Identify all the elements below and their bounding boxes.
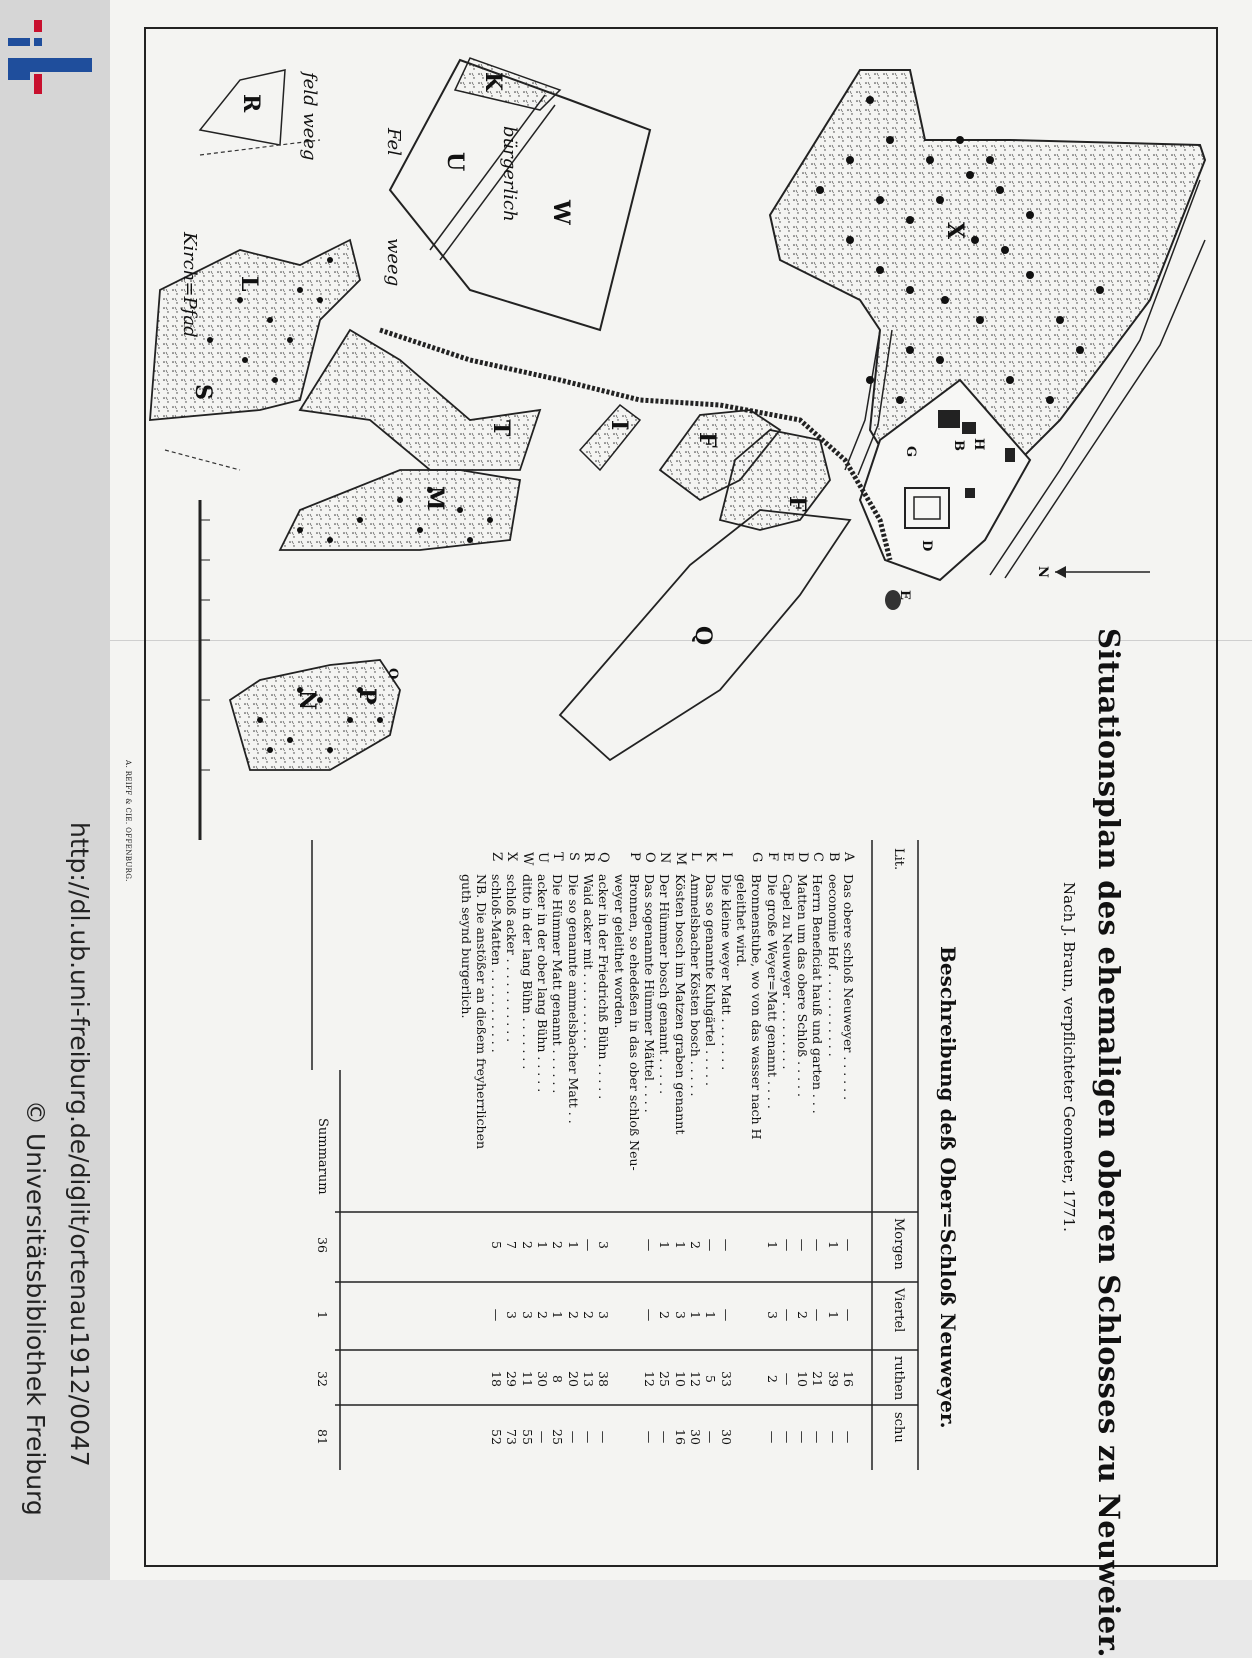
legend-row-viertel: 2 bbox=[795, 1311, 810, 1319]
printer-imprint: A. REIFF & CIE. OFFENBURG. bbox=[124, 760, 132, 882]
legend-row-viertel: — bbox=[719, 1308, 734, 1322]
road-label-burgerlich: bürgerlich bbox=[499, 126, 520, 222]
road-label-weeg: weeg bbox=[383, 238, 404, 287]
legend-row-viertel: — bbox=[841, 1308, 856, 1322]
legend-row-ruthen: 13 bbox=[581, 1371, 596, 1387]
legend-row-lit: X bbox=[504, 852, 519, 862]
legend-row-lit: A bbox=[841, 852, 856, 862]
source-url[interactable]: http://dl.ub.uni-freiburg.de/diglit/ortenau1912/0047 bbox=[65, 822, 94, 1467]
legend-row-ruthen: 18 bbox=[489, 1371, 504, 1387]
legend-row-morgen: 1 bbox=[673, 1241, 688, 1249]
legend-row-desc: Das sogenannte Hümmer Mättel . . . . bbox=[642, 874, 657, 1113]
legend-row-desc: Die kleine weyer Matt . . . . . . . bbox=[719, 874, 734, 1071]
map-label-f2: F bbox=[784, 496, 810, 512]
map-label-r: R bbox=[238, 94, 264, 113]
area-i bbox=[580, 405, 640, 470]
map-label-b: B bbox=[951, 440, 966, 451]
sum-label: Summarum bbox=[315, 1118, 330, 1195]
legend-row-lit: O bbox=[642, 852, 657, 863]
legend-row-desc: Kösten bosch im Matzen graben genannt bbox=[673, 874, 688, 1135]
legend-row-ruthen: 38 bbox=[596, 1371, 611, 1387]
legend-row-morgen: 1 bbox=[566, 1241, 581, 1249]
legend-row-viertel: 1 bbox=[550, 1311, 565, 1319]
legend-row-morgen: — bbox=[703, 1238, 718, 1252]
legend-row-schu: — bbox=[642, 1430, 657, 1444]
legend-row-lit: L bbox=[688, 852, 703, 861]
map-label-i: I bbox=[606, 420, 632, 431]
legend-row-lit: F bbox=[765, 852, 780, 862]
legend-row-morgen: 1 bbox=[657, 1241, 672, 1249]
legend-row-schu: — bbox=[795, 1430, 810, 1444]
legend-row-viertel: 3 bbox=[520, 1311, 535, 1319]
legend-row-viertel: — bbox=[780, 1308, 795, 1322]
legend-row-morgen: 1 bbox=[765, 1241, 780, 1249]
legend-row-lit: M bbox=[673, 852, 688, 866]
road-label-fel: Fel bbox=[383, 128, 404, 156]
legend-row-viertel: 1 bbox=[688, 1311, 703, 1319]
legend-row-lit: G bbox=[749, 852, 764, 863]
map-subtitle: Nach J. Braun, verpflichteter Geometer, 1771. bbox=[1060, 882, 1078, 1232]
legend-row-desc: ditto in der lang Bühn . . . . . . . bbox=[520, 874, 535, 1070]
legend-row-viertel: 2 bbox=[581, 1311, 596, 1319]
legend-row-ruthen: 33 bbox=[719, 1371, 734, 1387]
legend-row-morgen: 7 bbox=[504, 1241, 519, 1249]
legend-title: Beschreibung deß Ober=Schloß Neuweyer. bbox=[936, 946, 960, 1429]
legend-row-ruthen: 8 bbox=[550, 1375, 565, 1383]
legend-row-morgen: — bbox=[810, 1238, 825, 1252]
legend-row-lit: Q bbox=[596, 852, 611, 863]
area-n bbox=[230, 660, 400, 770]
legend-row-desc: Das so genannte Kuhgärtel . . . . . bbox=[703, 874, 718, 1086]
legend-row-ruthen: 20 bbox=[566, 1371, 581, 1387]
header-ruthen: ruthen bbox=[891, 1356, 906, 1401]
legend-row-viertel: 2 bbox=[566, 1311, 581, 1319]
map-label-h: H bbox=[971, 438, 986, 451]
sum-ruthen: 32 bbox=[315, 1371, 330, 1387]
legend-row-morgen: 3 bbox=[596, 1241, 611, 1249]
legend-row-viertel: — bbox=[642, 1308, 657, 1322]
legend-row-desc: Herrn Beneficiat hauß und garten . . . bbox=[810, 874, 825, 1114]
legend-row-desc: geleithet wird. bbox=[734, 874, 749, 967]
legend-row-viertel: 3 bbox=[765, 1311, 780, 1319]
legend-row-desc: Der Hümmer bosch genannt . . . . . bbox=[657, 874, 672, 1095]
legend-row-schu: — bbox=[657, 1430, 672, 1444]
map-label-g: G bbox=[903, 446, 918, 458]
map-label-f1: F bbox=[694, 432, 720, 448]
area-k bbox=[455, 58, 560, 110]
legend-row-lit: I bbox=[719, 852, 734, 858]
legend-row-ruthen: 25 bbox=[657, 1371, 672, 1387]
legend-row-desc: oeconomie Hof . . . . . . . . . . . bbox=[826, 874, 841, 1057]
legend-row-schu: — bbox=[780, 1430, 795, 1444]
legend-row-desc: schloß acker . . . . . . . . . . . bbox=[504, 874, 519, 1043]
legend-row-schu: 73 bbox=[504, 1429, 519, 1445]
legend-row-morgen: — bbox=[581, 1238, 596, 1252]
map-label-n: N bbox=[294, 690, 320, 711]
legend-row-schu: — bbox=[826, 1430, 841, 1444]
legend-row-ruthen: 2 bbox=[765, 1375, 780, 1383]
area-m bbox=[280, 470, 520, 550]
map-label-o: O bbox=[385, 668, 400, 680]
map-label-p: P bbox=[354, 688, 380, 705]
map-label-w: W bbox=[548, 200, 574, 225]
legend-row-lit: U bbox=[535, 852, 550, 863]
legend-row-schu: — bbox=[810, 1430, 825, 1444]
map-label-e: E bbox=[897, 590, 912, 600]
legend-row-desc: Die große Weyer=Matt genannt . . . . bbox=[765, 874, 780, 1109]
legend-row-viertel: — bbox=[489, 1308, 504, 1322]
map-label-k: K bbox=[480, 72, 506, 92]
legend-row-desc: Matten um das obere Schloß . . . . . bbox=[795, 874, 810, 1097]
map-label-x: X bbox=[942, 222, 968, 240]
map-label-d: D bbox=[919, 540, 934, 552]
legend-row-lit: K bbox=[703, 852, 718, 862]
copyright-notice: © Universitätsbibliothek Freiburg bbox=[21, 1100, 50, 1516]
legend-row-viertel: 2 bbox=[535, 1311, 550, 1319]
legend-row-viertel: 1 bbox=[826, 1311, 841, 1319]
map-title: Situationsplan des ehemaligen oberen Schlosses zu Neuweier. bbox=[1092, 628, 1126, 1658]
legend-row-lit: T bbox=[550, 852, 565, 861]
legend-row-morgen: — bbox=[780, 1238, 795, 1252]
legend-row-morgen: 1 bbox=[826, 1241, 841, 1249]
legend-row-lit: B bbox=[826, 852, 841, 862]
legend-row-ruthen: 10 bbox=[795, 1371, 810, 1387]
header-viertel: Viertel bbox=[891, 1288, 906, 1333]
legend-row-schu: — bbox=[703, 1430, 718, 1444]
legend-row-desc: Die so genannte ammelsbacher Matt . . bbox=[566, 874, 581, 1124]
legend-row-desc: Bronnenstube, wo von das wasser nach H bbox=[749, 874, 764, 1140]
legend-row-schu: 52 bbox=[489, 1429, 504, 1445]
legend-row-desc: acker in der ober lang Bühn . . . . . bbox=[535, 874, 550, 1093]
area-t bbox=[300, 330, 540, 470]
legend-row-schu: 30 bbox=[688, 1429, 703, 1445]
legend-row-morgen: — bbox=[841, 1238, 856, 1252]
legend-row-desc: schloß-Matten . . . . . . . . . . . bbox=[489, 874, 504, 1053]
legend-row-schu: — bbox=[535, 1430, 550, 1444]
legend-row-ruthen: 29 bbox=[504, 1371, 519, 1387]
legend-row-lit: E bbox=[780, 852, 795, 862]
legend-row-lit: C bbox=[810, 852, 825, 862]
legend-row-ruthen: 21 bbox=[810, 1371, 825, 1387]
legend-row-ruthen: 30 bbox=[535, 1371, 550, 1387]
map-label-t: T bbox=[488, 420, 514, 437]
legend-row-desc: weyer geleithet worden. bbox=[612, 874, 627, 1029]
legend-row-viertel: 2 bbox=[657, 1311, 672, 1319]
legend-row-ruthen: 16 bbox=[841, 1371, 856, 1387]
legend-row-schu: 25 bbox=[550, 1429, 565, 1445]
map-label-l: L bbox=[236, 276, 262, 292]
map-label-m: M bbox=[422, 486, 448, 511]
legend-row-morgen: — bbox=[795, 1238, 810, 1252]
legend-row-viertel: — bbox=[810, 1308, 825, 1322]
legend-row-morgen: 5 bbox=[489, 1241, 504, 1249]
legend-row-lit: N bbox=[657, 852, 672, 864]
legend-row-ruthen: 10 bbox=[673, 1371, 688, 1387]
legend-row-desc: guth seynd burgerlich. bbox=[459, 874, 474, 1019]
legend-row-morgen: 2 bbox=[550, 1241, 565, 1249]
legend-row-schu: — bbox=[596, 1430, 611, 1444]
legend-row-viertel: 3 bbox=[673, 1311, 688, 1319]
legend-row-morgen: — bbox=[719, 1238, 734, 1252]
legend-row-viertel: 3 bbox=[596, 1311, 611, 1319]
legend-row-desc: acker in der Friedrichß Bühn . . . . . bbox=[596, 874, 611, 1100]
legend-row-schu: 55 bbox=[520, 1429, 535, 1445]
legend-row-desc: Waid acker mit . . . . . . . . . . bbox=[581, 874, 596, 1049]
road-label-feld-weeg: feld weeg bbox=[299, 72, 320, 161]
legend-row-desc: Bronnen, so ehedeßen in das ober schloß Neu- bbox=[627, 874, 642, 1171]
legend-row-ruthen: 39 bbox=[826, 1371, 841, 1387]
legend-row-morgen: 2 bbox=[520, 1241, 535, 1249]
legend-row-morgen: 2 bbox=[688, 1241, 703, 1249]
legend-row-lit: D bbox=[795, 852, 810, 863]
legend-row-ruthen: 11 bbox=[520, 1371, 535, 1387]
legend-row-schu: — bbox=[841, 1430, 856, 1444]
legend-row-schu: 16 bbox=[673, 1429, 688, 1445]
legend-row-schu: — bbox=[765, 1430, 780, 1444]
legend-row-desc: Das obere schloß Neuweyer . . . . . . bbox=[841, 874, 856, 1101]
legend-row-desc: Capel zu Neuweyer . . . . . . . . . bbox=[780, 874, 795, 1070]
legend-row-schu: — bbox=[566, 1430, 581, 1444]
map-label-north: N bbox=[1035, 566, 1050, 578]
legend-row-schu: — bbox=[581, 1430, 596, 1444]
map-label-q: Q bbox=[690, 626, 716, 646]
legend-row-lit: W bbox=[520, 852, 535, 866]
legend-row-schu: 30 bbox=[719, 1429, 734, 1445]
header-schu: schu bbox=[891, 1412, 906, 1443]
road-label-kirch-pfad: Kirch=Pfad bbox=[179, 232, 200, 338]
legend-row-lit: Z bbox=[489, 852, 504, 862]
legend-row-desc: Die Hümmer Matt genannt . . . . . . bbox=[550, 874, 565, 1094]
sum-schu: 81 bbox=[315, 1429, 330, 1445]
legend-row-lit: S bbox=[566, 852, 581, 861]
legend-row-ruthen: 12 bbox=[688, 1371, 703, 1387]
map-label-s: S bbox=[190, 384, 216, 400]
legend-row-morgen: 1 bbox=[535, 1241, 550, 1249]
legend-row-ruthen: 5 bbox=[703, 1375, 718, 1383]
legend-row-desc: NB. Die anstößer an dießem freyherrlichen bbox=[474, 874, 489, 1150]
legend-row-lit: P bbox=[627, 852, 642, 861]
sum-morgen: 36 bbox=[315, 1237, 330, 1253]
header-lit: Lit. bbox=[891, 848, 906, 871]
sum-viertel: 1 bbox=[315, 1311, 330, 1319]
legend-row-desc: Ammelsbacher Kösten bosch . . . . . bbox=[688, 874, 703, 1097]
map-label-u: U bbox=[442, 152, 468, 172]
legend-row-morgen: — bbox=[642, 1238, 657, 1252]
legend-row-lit: R bbox=[581, 852, 596, 862]
legend-row-ruthen: 12 bbox=[642, 1371, 657, 1387]
legend-row-viertel: 3 bbox=[504, 1311, 519, 1319]
header-morgen: Morgen bbox=[891, 1218, 906, 1270]
legend-row-ruthen: — bbox=[780, 1372, 795, 1386]
legend-row-viertel: 1 bbox=[703, 1311, 718, 1319]
